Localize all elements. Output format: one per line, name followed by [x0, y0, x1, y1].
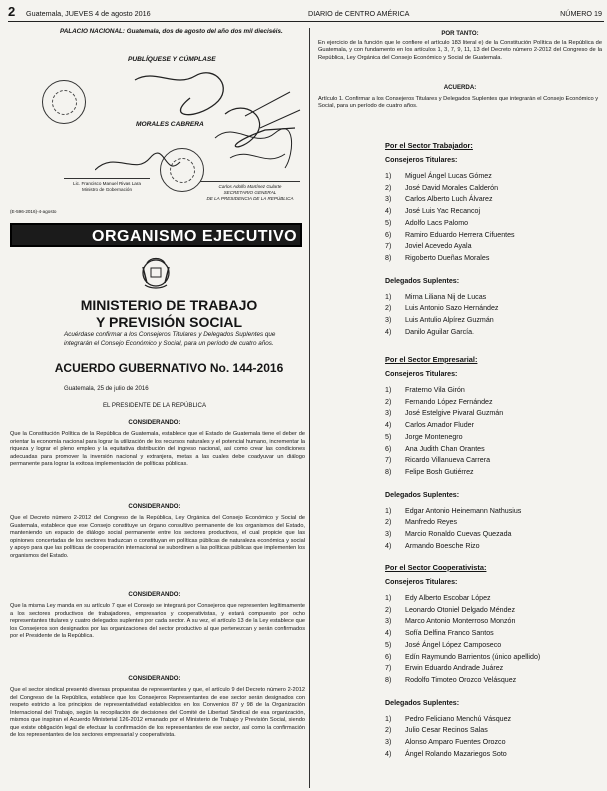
- member-name: Edgar Antonio Heinemann Nathusius: [405, 506, 522, 515]
- member-name: Joviel Acevedo Ayala: [405, 242, 472, 251]
- member-number: 5): [385, 432, 392, 441]
- member-number: 1): [385, 594, 392, 602]
- member-row: [385, 629, 494, 637]
- member-number: 8): [385, 467, 392, 476]
- member-number: 3): [385, 409, 392, 418]
- member-name: José David Morales Calderón: [405, 183, 499, 192]
- member-number: 1): [385, 714, 392, 723]
- considerando-heading: CONSIDERANDO:: [128, 675, 181, 682]
- considerando-paragraph: Que la Constitución Política de la República de Guatemala, establece que el Estado de Guatemala tiene el deber de orientar la economía nacional para lograr la utilización de los recursos naturales y el potencial humano, incrementar la riqueza y lograr el pleno empleo y la equitativa distribución del ingreso nacional, así como crear las condiciones adecuadas para promover la inversión nacional y extranjera, metas a las cuales debe coadyuvar un diálogo permanente para lograr la exitosa implementación de políticas públicas.: [10, 431, 305, 467]
- member-name: José Ángel López Camposeco: [405, 640, 502, 649]
- considerando-heading: CONSIDERANDO:: [128, 503, 181, 510]
- member-name: Mirna Liliana Nij de Lucas: [405, 292, 487, 301]
- member-number: 2): [385, 726, 392, 735]
- publication-reference: (E-596-2016)-4-agosto: [10, 209, 57, 214]
- member-row: [385, 207, 480, 215]
- header-date: Guatemala, JUEVES 4 de agosto 2016: [26, 9, 151, 18]
- member-row: [385, 219, 468, 227]
- agreement-summary: Acuérdase confirmar a los Consejeros Titulares y Delegados Suplentes que integrarán el Consejo Económico y Social, para un período de cuatro años.: [64, 331, 276, 347]
- member-number: 4): [385, 207, 392, 216]
- member-number: 3): [385, 617, 392, 626]
- member-number: 2): [385, 518, 392, 527]
- member-row: [385, 184, 498, 192]
- member-name: Adolfo Lacs Palomo: [405, 218, 469, 227]
- titulares-heading: Consejeros Titulares:: [385, 578, 458, 586]
- member-name: Jorge Montenegro: [405, 432, 463, 441]
- member-name: Ana Judith Chan Orantes: [405, 444, 485, 453]
- member-number: 4): [385, 421, 392, 430]
- member-number: 6): [385, 444, 392, 453]
- member-row: [385, 750, 507, 758]
- signature-block-right: Carlos Adolfo Martínez Gularte SECRETARIO GENERAL DE LA PRESIDENCIA DE LA REPÚBLICA: [206, 184, 294, 201]
- member-name: José Luis Yac Recancoj: [405, 207, 481, 216]
- member-name: Edín Raymundo Barrientos (único apellido): [405, 652, 541, 661]
- member-row: [385, 738, 506, 746]
- member-name: Leonardo Otoniel Delgado Méndez: [405, 605, 516, 614]
- member-name: Ricardo Villanueva Carrera: [405, 456, 491, 465]
- member-row: [385, 726, 488, 734]
- member-row: [385, 195, 493, 203]
- member-name: Luis Antonio Sazo Hernández: [405, 304, 499, 313]
- member-number: 3): [385, 738, 392, 746]
- member-row: [385, 518, 457, 526]
- palace-line: PALACIO NACIONAL: Guatemala, dos de agosto del año dos mil dieciséis.: [60, 28, 283, 35]
- considerando-heading: CONSIDERANDO:: [128, 591, 181, 598]
- member-number: 8): [385, 675, 392, 684]
- member-row: [385, 468, 474, 476]
- member-name: Sofía Delfina Franco Santos: [405, 629, 494, 638]
- por-tanto-heading: POR TANTO:: [441, 30, 479, 37]
- member-name: Julio Cesar Recinos Salas: [405, 726, 488, 735]
- member-row: [385, 653, 540, 661]
- member-row: [385, 606, 515, 614]
- member-name: Erwin Eduardo Andrade Juárez: [405, 664, 504, 673]
- member-number: 1): [385, 172, 392, 180]
- member-row: [385, 172, 492, 180]
- member-row: [385, 456, 490, 464]
- member-name: Fernando López Fernández: [405, 397, 493, 406]
- member-name: Ramiro Eduardo Herrera Cifuentes: [405, 230, 515, 239]
- member-number: 1): [385, 506, 392, 515]
- member-row: [385, 328, 474, 336]
- article-1: Artículo 1. Confirmar a los Consejeros Titulares y Delegados Suplentes que integrarán el Consejo Económico y Social, para un período de cuatro años.: [318, 96, 599, 110]
- member-row: [385, 530, 511, 538]
- member-row: [385, 254, 489, 262]
- issue-number: NÚMERO 19: [560, 9, 602, 18]
- member-number: 4): [385, 749, 392, 758]
- agreement-place-date: Guatemala, 25 de julio de 2016: [64, 385, 149, 392]
- member-row: [385, 617, 515, 625]
- member-number: 7): [385, 456, 392, 465]
- member-name: Alonso Amparo Fuentes Orozco: [405, 738, 506, 746]
- member-name: Ángel Rolando Mazariegos Soto: [405, 749, 507, 758]
- member-row: [385, 715, 511, 723]
- newspaper-name: DIARIO de CENTRO AMÉRICA: [308, 9, 410, 18]
- ministry-name: MINISTERIO DE TRABAJO Y PREVISIÓN SOCIAL: [80, 297, 258, 330]
- member-name: Marco Antonio Monterroso Monzón: [405, 617, 516, 626]
- issuer-line: EL PRESIDENTE DE LA REPÚBLICA: [102, 402, 207, 409]
- suplentes-heading: Delegados Suplentes:: [385, 698, 460, 707]
- member-row: [385, 594, 491, 602]
- suplentes-heading: Delegados Suplentes:: [385, 276, 460, 285]
- page-number: 2: [8, 4, 16, 19]
- handwritten-signatures: [95, 58, 305, 198]
- member-row: [385, 445, 485, 453]
- government-seal-left: [42, 80, 86, 124]
- member-row: [385, 386, 465, 394]
- signature-block-left: Lic. Francisco Manuel Rivas Lara Ministro de Gobernación: [73, 181, 141, 192]
- member-name: Pedro Feliciano Menchú Vásquez: [405, 714, 512, 723]
- coat-of-arms-icon: [137, 253, 175, 291]
- member-row: [385, 421, 474, 429]
- member-number: 2): [385, 605, 392, 614]
- member-row: [385, 507, 521, 515]
- member-number: 4): [385, 327, 392, 336]
- member-name: Armando Boesche Rizo: [405, 541, 480, 550]
- member-number: 5): [385, 640, 392, 649]
- member-name: Manfredo Reyes: [405, 518, 458, 527]
- member-row: [385, 293, 486, 301]
- por-tanto-paragraph: En ejercicio de la función que le confiere el artículo 183 literal e) de la Constitución Política de la República de Guatemala, y con fundamento en los artículos 1, 3, 7, 9, 11, 13 del Decreto número 2-2012 del Congreso de la República, Ley Orgánica del Consejo Económico y Social de Guatemala.: [318, 40, 602, 61]
- member-row: [385, 433, 463, 441]
- member-row: [385, 641, 501, 649]
- titulares-heading: Consejeros Titulares:: [385, 370, 458, 378]
- member-name: Fraterno Vila Girón: [405, 386, 465, 394]
- member-number: 1): [385, 292, 392, 301]
- section-banner: [10, 223, 302, 247]
- suplentes-heading: Delegados Suplentes:: [385, 490, 460, 499]
- considerando-heading: CONSIDERANDO:: [128, 419, 181, 426]
- agreement-title: ACUERDO GUBERNATIVO No. 144-2016: [54, 361, 284, 375]
- member-row: [385, 676, 516, 684]
- member-row: [385, 304, 498, 312]
- member-name: Luis Antulio Alpírez Guzmán: [405, 316, 494, 324]
- member-number: 7): [385, 242, 392, 251]
- member-number: 4): [385, 541, 392, 550]
- member-name: Rodolfo Timoteo Orozco Velásquez: [405, 675, 517, 684]
- member-name: Miguel Ángel Lucas Gómez: [405, 172, 492, 180]
- member-number: 2): [385, 397, 392, 406]
- member-number: 3): [385, 316, 392, 324]
- signature-line-left: [64, 178, 150, 179]
- member-row: [385, 664, 503, 672]
- member-number: 4): [385, 629, 392, 638]
- page-header: [8, 6, 604, 22]
- member-name: Danilo Aguilar García.: [405, 327, 475, 336]
- member-number: 1): [385, 386, 392, 394]
- member-number: 3): [385, 530, 392, 538]
- sector-heading-por-el-sector-trabajador: Por el Sector Trabajador:: [385, 141, 473, 150]
- section-banner-title: ORGANISMO EJECUTIVO: [92, 228, 298, 245]
- member-name: José Estelgive Pivaral Guzmán: [405, 409, 504, 418]
- sector-heading-por-el-sector-empresarial: Por el Sector Empresarial:: [385, 355, 478, 364]
- member-number: 5): [385, 218, 392, 227]
- member-row: [385, 409, 503, 417]
- publish-line: PUBLÍQUESE Y CÚMPLASE: [128, 56, 216, 63]
- considerando-paragraph: Que el Decreto número 2-2012 del Congreso de la República, Ley Orgánica del Consejo Económico y Social de Guatemala, establece que ese Consejo constituye un órgano consultivo permanente de los organismos del Estado, manteniendo un espacio de diálogo social permanente entre los sectores productivos, el cual propicie que las opiniones concertadas de los sectores traduzcan o constituyan en políticas públicas de naturaleza económica y social y apoyo para que las políticas de cooperación internacional se subordinen a las políticas públicas que implementen los organismos del Estado.: [10, 515, 305, 559]
- member-number: 2): [385, 183, 392, 192]
- member-row: [385, 398, 493, 406]
- member-name: Carlos Amador Fluder: [405, 421, 474, 430]
- considerando-paragraph: Que el sector sindical presentó diversas propuestas de representantes y que, el artículo 9 del Decreto número 2-2012 del Congreso de la República, establece que los Consejeros Representantes de ese sector serán designados con respeto estricto a los principios de representatividad establecidos en los Convenios 87 y 98 de la Organización Internacional del Trabajo, según la recopilación de decisiones del Comité de Libertad Sindical de esa organización, mismos que inspiran el Acuerdo Ministerial 126-2012 emanado por el Ministerio de Trabajo y Previsión Social, siendo que existe obligación legal de efectuar la confirmación de los representantes de ese sector, así como la confirmación de los representantes de los sectores empresarial y cooperativista.: [10, 687, 305, 738]
- signature-line-right: [200, 181, 300, 182]
- member-number: 6): [385, 230, 392, 239]
- member-name: Felipe Bosh Gutiérrez: [405, 467, 474, 476]
- member-name: Edy Alberto Escobar López: [405, 594, 491, 602]
- sector-heading-por-el-sector-cooperativista: Por el Sector Cooperativista:: [385, 563, 487, 572]
- member-row: [385, 231, 515, 239]
- member-name: Carlos Alberto Luch Álvarez: [405, 195, 493, 204]
- column-divider: [309, 28, 310, 788]
- member-number: 2): [385, 304, 392, 313]
- titulares-heading: Consejeros Titulares:: [385, 156, 458, 164]
- acuerda-heading: ACUERDA:: [443, 84, 477, 91]
- member-row: [385, 316, 494, 324]
- member-name: Rigoberto Dueñas Morales: [405, 253, 490, 262]
- considerando-paragraph: Que la misma Ley manda en su artículo 7 que el Consejo se integrará por Consejeros que representen legítimamente a los sectores productivos de trabajadores, empresarios y cooperativistas, y estará compuesto por ocho representantes titulares y cuatro delegados suplentes por cada sector. A su vez, el artículo 13 de la Ley establece que los Consejeros son designados por las organizaciones del sector productivo al que pertenezcan y serán confirmados por el Presidente de la República.: [10, 603, 305, 639]
- member-row: [385, 542, 480, 550]
- member-number: 6): [385, 652, 392, 661]
- signer-surname: MORALES CABRERA: [136, 121, 204, 128]
- member-number: 3): [385, 195, 392, 204]
- member-number: 8): [385, 253, 392, 262]
- member-row: [385, 242, 472, 250]
- member-number: 7): [385, 664, 392, 673]
- member-name: Marcio Ronaldo Cuevas Quezada: [405, 530, 512, 538]
